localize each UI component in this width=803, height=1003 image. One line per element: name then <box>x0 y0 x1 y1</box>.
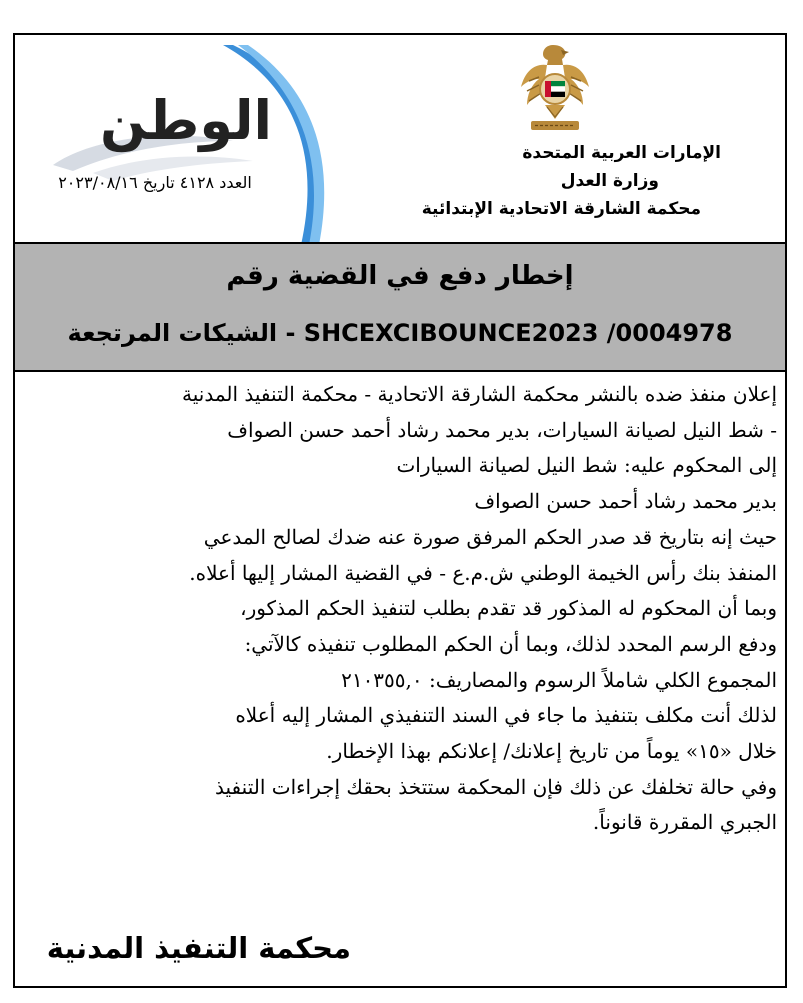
body-line: الجبري المقررة قانوناً. <box>592 810 777 835</box>
body-line: وبما أن المحكوم له المذكور قد تقدم بطلب لتنفيذ الحكم المذكور، <box>240 596 777 621</box>
body-line: - شط النيل لصيانة السيارات، بدير محمد رشاد أحمد حسن الصواف <box>227 417 777 442</box>
body-line: لذلك أنت مكلف بتنفيذ ما جاء في السند التنفيذي المشار إليه أعلاه <box>235 703 777 728</box>
notice-frame <box>13 33 787 988</box>
issue-date-line: العدد ٤١٢٨ تاريخ ٢٠٢٣/٠٨/١٦ <box>58 173 252 192</box>
body-line: إلى المحكوم عليه: شط النيل لصيانة السيارات <box>396 453 777 478</box>
notice-title: إخطار دفع في القضية رقم <box>226 261 574 291</box>
case-number-title: SHCEXCIBOUNCE2023 /0004978 - الشيكات المرتجعة <box>67 319 733 347</box>
country-name: الإمارات العربية المتحدة <box>522 143 721 163</box>
body-line: وفي حالة تخلفك عن ذلك فإن المحكمة ستتخذ بحقك إجراءات التنفيذ <box>215 774 777 799</box>
body-line: إعلان منفذ ضده بالنشر محكمة الشارقة الاتحادية - محكمة التنفيذ المدنية <box>182 382 777 406</box>
body-line: المنفذ بنك رأس الخيمة الوطني ش.م.ع - في القضية المشار إليها أعلاه. <box>189 560 777 585</box>
uae-emblem-icon <box>517 41 593 133</box>
body-line: بدير محمد رشاد أحمد حسن الصواف <box>474 489 777 514</box>
organization-lines <box>399 139 721 223</box>
notice-body <box>25 377 777 841</box>
newspaper-name: الوطن <box>99 89 273 152</box>
ministry-name: وزارة العدل <box>560 171 659 191</box>
newspaper-logo <box>33 45 333 245</box>
notice-header <box>15 35 785 243</box>
court-signature: محكمة التنفيذ المدنية <box>46 931 351 965</box>
court-name: محكمة الشارقة الاتحادية الإبتدائية <box>421 199 701 219</box>
body-line: حيث إنه بتاريخ قد صدر الحكم المرفق صورة عنه ضدك لصالح المدعي <box>203 524 777 549</box>
body-line: المجموع الكلي شاملاً الرسوم والمصاريف: ٢١٠٣٥٥,٠ <box>341 667 777 692</box>
title-band <box>15 242 785 372</box>
body-line: ودفع الرسم المحدد لذلك، وبما أن الحكم المطلوب تنفيذه كالآتي: <box>244 631 777 656</box>
body-line: خلال «١٥» يوماً من تاريخ إعلانك/ إعلانكم بهذا الإخطار. <box>326 739 777 764</box>
